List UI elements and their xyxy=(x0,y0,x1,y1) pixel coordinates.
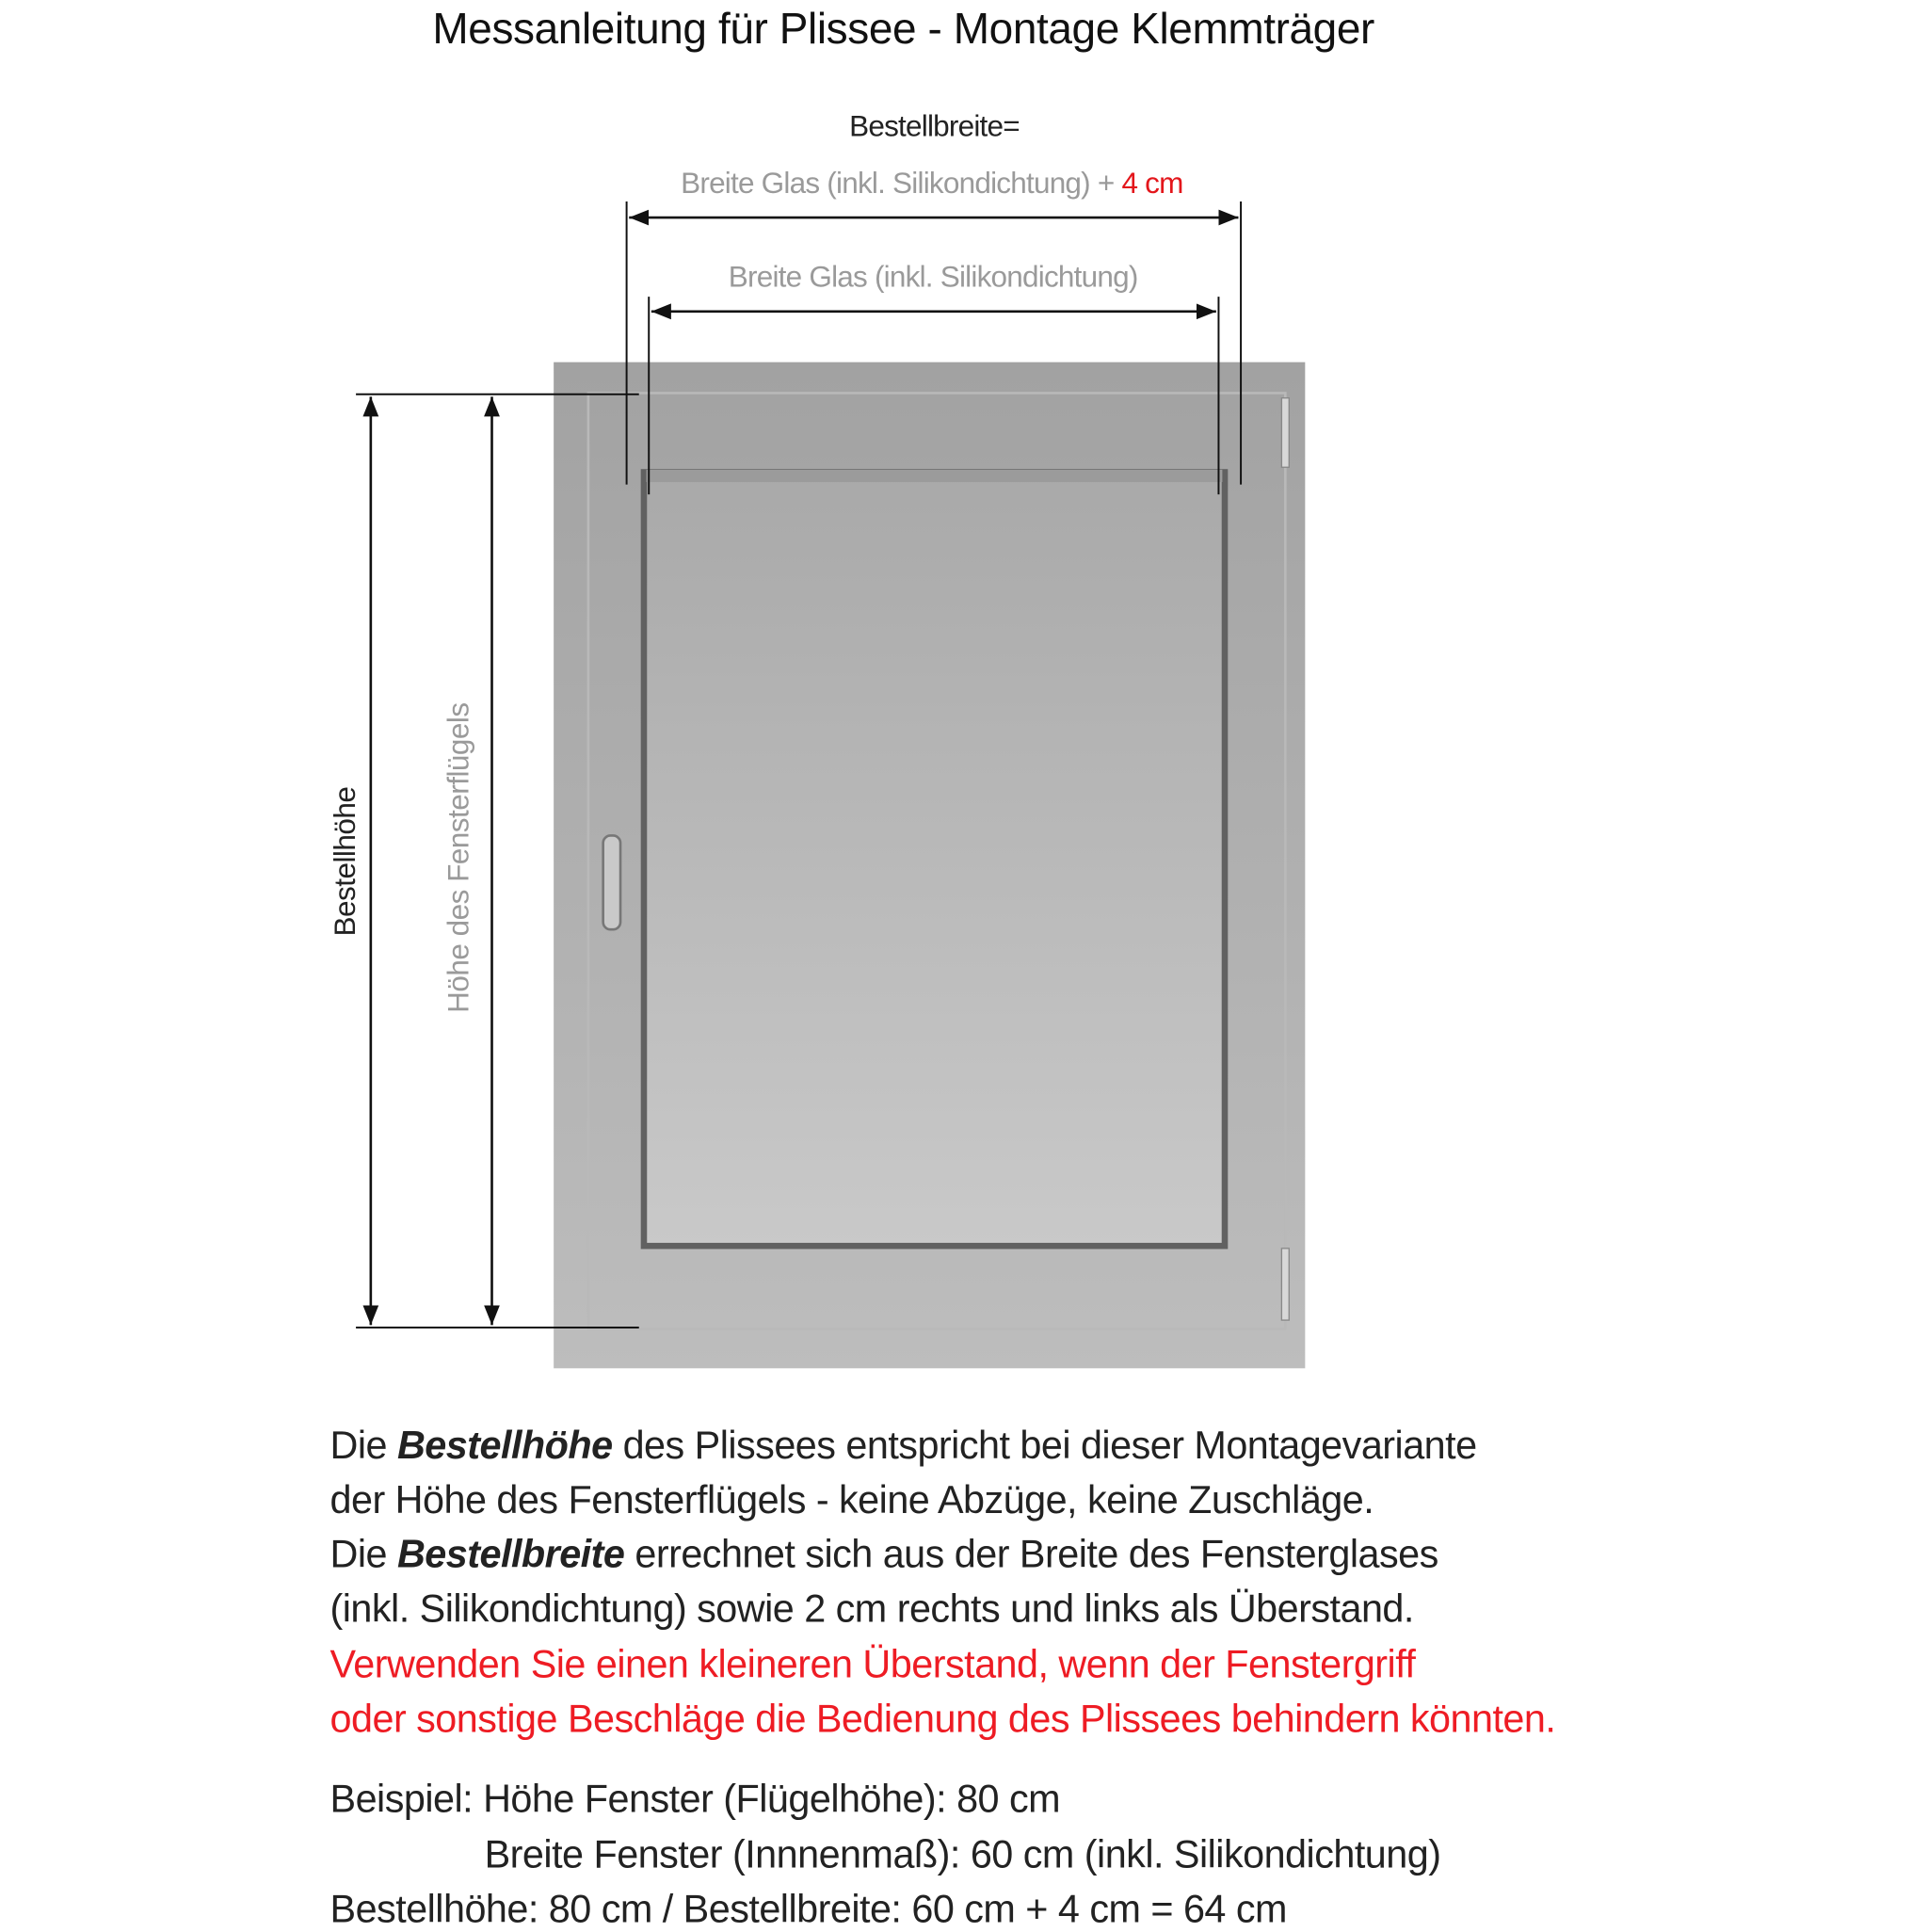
description-line-2: der Höhe des Fensterflügels - keine Abzüge, keine Zuschläge. xyxy=(329,1476,1374,1522)
warning-line-1: Verwenden Sie einen kleineren Überstand, wenn der Fenstergriff xyxy=(329,1641,1416,1686)
example-line-3: Bestellhöhe: 80 cm / Bestellbreite: 60 cm + 4 cm = 64 cm xyxy=(329,1886,1287,1931)
description-line-1 xyxy=(330,1423,1477,1469)
emphasis-order-width: Bestellbreite xyxy=(396,1531,625,1576)
glass-top-strip xyxy=(647,470,1223,482)
outer-width-text: Breite Glas (inkl. Silikondichtung) + xyxy=(681,167,1115,201)
window-glass xyxy=(644,472,1225,1246)
inner-width-label: Breite Glas (inkl. Silikondichtung) xyxy=(728,261,1138,295)
description-line-3 xyxy=(330,1532,1438,1578)
outer-width-addition: 4 cm xyxy=(1121,167,1183,201)
window-handle-icon xyxy=(603,835,620,929)
order-height-label: Bestellhöhe xyxy=(329,786,362,937)
text-segment: Die xyxy=(329,1423,397,1468)
emphasis-order-height: Bestellhöhe xyxy=(396,1423,613,1468)
example-line-2: Breite Fenster (Innnenmaß): 60 cm (inkl. Silikondichtung) xyxy=(484,1831,1441,1876)
order-width-label: Bestellbreite= xyxy=(849,109,1020,144)
text-segment: errechnet sich aus der Breite des Fensterglases xyxy=(624,1531,1438,1576)
sash-height-label: Höhe des Fensterflügels xyxy=(442,702,476,1013)
example-line-1: Beispiel: Höhe Fenster (Flügelhöhe): 80 cm xyxy=(329,1776,1061,1821)
hinge-bottom-icon xyxy=(1281,1248,1289,1320)
warning-line-2: oder sonstige Beschläge die Bedienung des Plissees behindern könnten. xyxy=(329,1696,1556,1741)
text-segment: Die xyxy=(329,1531,397,1576)
page-title: Messanleitung für Plissee - Montage Klemmträger xyxy=(432,5,1374,54)
description-line-4: (inkl. Silikondichtung) sowie 2 cm rechts und links als Überstand. xyxy=(329,1586,1414,1631)
text-segment: des Plissees entspricht bei dieser Montagevariante xyxy=(612,1423,1477,1468)
hinge-top-icon xyxy=(1281,398,1289,468)
